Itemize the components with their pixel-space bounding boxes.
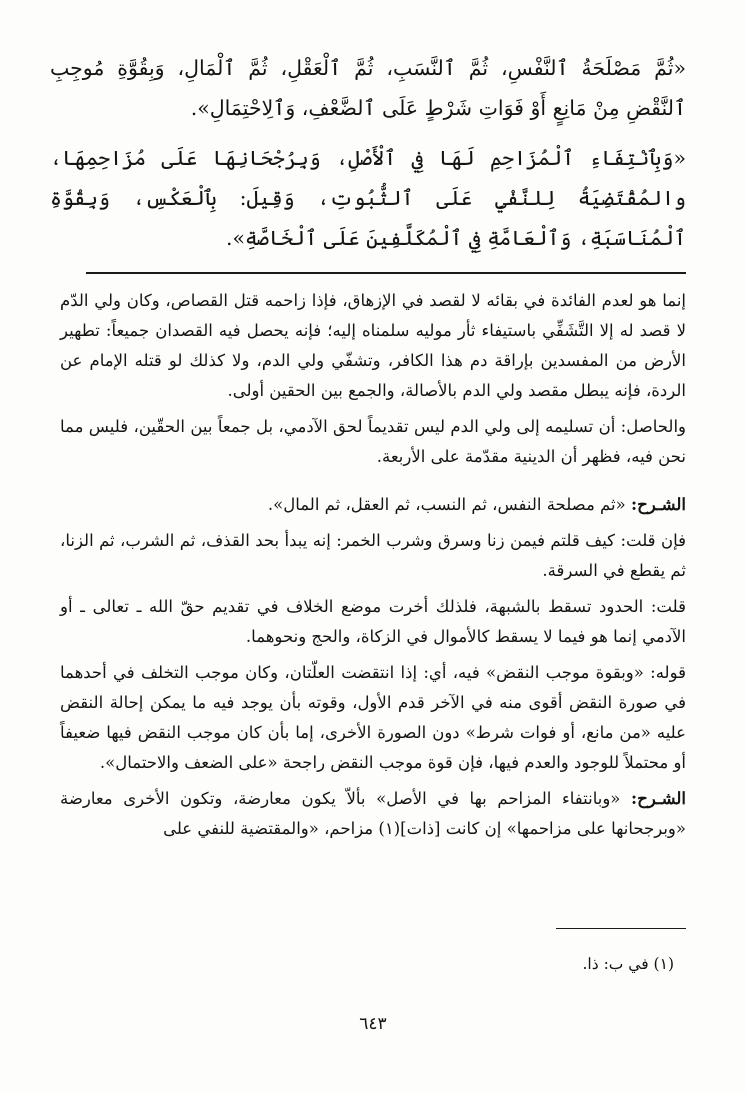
- footnote: (١) في ب: ذا.: [582, 955, 674, 973]
- commentary-paragraph: [60, 658, 686, 778]
- sharh-heading: الشـرح:: [630, 495, 686, 514]
- commentary-paragraph: [60, 490, 686, 520]
- section-divider: [86, 272, 686, 274]
- commentary-text: والحاصل: أن تسليمه إلى ولي الدم ليس تقديماً لحق الآدمي، بل جمعاً بين الحقّين، فليس مما نحن فيه، فظهر أن الدينية مقدّمة على الأربعة.: [60, 417, 686, 466]
- commentary-paragraph: [60, 412, 686, 472]
- matn-paragraph: «وَبِٱنْتِفَاءِ ٱلْمُزَاحِمِ لَهَا فِي ٱلْأَصْلِ، وَبِرُجْحَانِهَا عَلَى مُزَاحِمِهَا، والمُقْتَضِيَةُ لِلنَّفْيِ عَلَى ٱلثُّبُوتِ، وَقِيلَ: بِٱلْعَكْسِ، وَبِقُوَّةِ ٱلْمُنَاسَبَةِ، وَٱلْعَامَّةِ فِي ٱلْمُكَلَّفِينَ عَلَى ٱلْخَاصَّةِ».: [50, 146, 686, 250]
- page-number: ٦٤٣: [359, 1014, 387, 1034]
- commentary-text: قوله: «وبقوة موجب النقض» فيه، أي: إذا انتقضت العلّتان، وكان موجب التخلف في أحدهما في صورة النقض أقوى منه في الآخر قدم الأول، وقوته بأن يوجد فيه ما يمكن إحالة النقض عليه «من مانع، أو فوات شرط» دون الصورة الأخرى، إما بأن كان موجب النقض فيها ضعيفاً أو محتملاً للوجود والعدم فيها، فإن قوة موجب النقض راجحة «على الضعف والاحتمال».: [60, 663, 686, 772]
- commentary-text: قلت: الحدود تسقط بالشبهة، فلذلك أخرت موضع الخلاف في تقديم حقّ الله ـ تعالى ـ أو الآدمي إنما هو فيما لا يسقط كالأموال في الزكاة، والحج ونحوهما.: [60, 597, 686, 646]
- matn-text-block: [50, 48, 686, 258]
- commentary-paragraph: [60, 592, 686, 652]
- matn-paragraph: «ثُمَّ مَصْلَحَةُ ٱلنَّفْسِ، ثُمَّ ٱلنَّسَبِ، ثُمَّ ٱلْعَقْلِ، ثُمَّ ٱلْمَالِ، وَبِقُوَّةِ مُوجِبِ ٱلنَّقْضِ مِنْ مَانِعٍ أَوْ فَوَاتِ شَرْطٍ عَلَى ٱلضَّعْفِ، وَٱلِاحْتِمَالِ».: [50, 56, 686, 120]
- footnote-divider: [556, 928, 686, 929]
- commentary-paragraph: [60, 286, 686, 406]
- commentary-text: «وبانتفاء المزاحم بها في الأصل» بألاّ يكون معارضة، وتكون الأخرى معارضة «وبرجحانها على مزاحمها» إن كانت [ذات](١) مزاحم، «والمقتضية للنفي على: [60, 789, 686, 838]
- sharh-heading: الشـرح:: [630, 789, 686, 808]
- commentary-paragraph: [60, 526, 686, 586]
- commentary-block: [60, 286, 686, 844]
- commentary-text: فإن قلت: كيف قلتم فيمن زنا وسرق وشرب الخمر: إنه يبدأ بحد القذف، ثم الشرب، ثم الزنا، ثم يقطع في السرقة.: [60, 531, 686, 580]
- commentary-text: إنما هو لعدم الفائدة في بقائه لا لقصد في الإزهاق، فإذا زاحمه قتل القصاص، وكان ولي الدّم لا قصد له إلا التَّشَفِّي باستيفاء ثأر موليه سلمناه إليه؛ فإنه يحصل فيه القصدان جميعاً: تطهير الأرض من المفسدين بإراقة دم هذا الكافر، وتشفّي ولي الدم، ولا كذلك لو قتله الإمام عن الردة، فإنه يبطل مقصد ولي الدم بالأصالة، والجمع بين الحقين أولى.: [60, 291, 686, 400]
- commentary-paragraph: [60, 784, 686, 844]
- commentary-text: «ثم مصلحة النفس، ثم النسب، ثم العقل، ثم المال».: [267, 495, 631, 514]
